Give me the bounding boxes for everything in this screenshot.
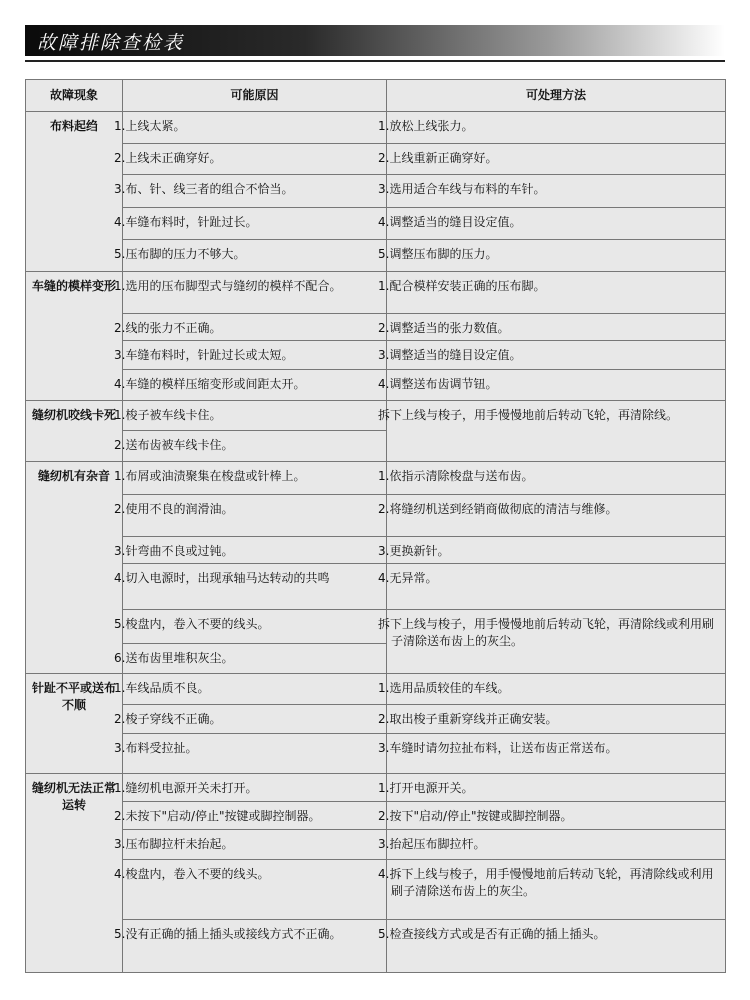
cause-cell: 2.使用不良的润滑油。 [123,495,387,537]
symptom-cell: 缝纫机咬线卡死 [26,401,123,462]
cause-cell: 3.布、针、线三者的组合不恰当。 [123,175,387,208]
cause-cell: 4.车缝的模样压缩变形或间距太开。 [123,370,387,401]
table-row [26,860,726,920]
cause-cell: 1.梭子被车线卡住。 [123,401,387,431]
cause-cell: 4.梭盘内，卷入不要的线头。 [123,860,387,920]
cause-cell: 5.压布脚的压力不够大。 [123,240,387,272]
table-row [26,830,726,860]
cause-cell: 4.车缝布料时，针趾过长。 [123,208,387,240]
table-row [26,112,726,144]
cause-cell: 3.车缝布料时，针趾过长或太短。 [123,341,387,370]
remedy-cell: 2.按下"启动/停止"按键或脚控制器。 [387,802,726,830]
table-row [26,610,726,644]
table-row [26,564,726,610]
troubleshooting-table [25,79,726,973]
table-row [26,537,726,564]
remedy-cell: 2.上线重新正确穿好。 [387,144,726,175]
cause-cell: 2.梭子穿线不正确。 [123,705,387,734]
table-header-row [26,80,726,112]
table-row [26,401,726,431]
remedy-cell: 1.放松上线张力。 [387,112,726,144]
cause-cell: 1.布屑或油渍聚集在梭盘或针棒上。 [123,462,387,495]
cause-cell: 3.压布脚拉杆未抬起。 [123,830,387,860]
remedy-cell: 4.调整适当的缝目设定值。 [387,208,726,240]
table-row [26,920,726,973]
table-row [26,674,726,705]
table-row [26,208,726,240]
remedy-cell: 5.检查接线方式或是否有正确的插上插头。 [387,920,726,973]
table-row [26,370,726,401]
remedy-cell: 3.抬起压布脚拉杆。 [387,830,726,860]
symptom-cell: 缝纫机有杂音 [26,462,123,674]
cause-cell: 5.没有正确的插上插头或接线方式不正确。 [123,920,387,973]
symptom-cell: 布料起绉 [26,112,123,272]
remedy-cell: 5.调整压布脚的压力。 [387,240,726,272]
cause-cell: 3.针弯曲不良或过钝。 [123,537,387,564]
remedy-cell: 4.调整送布齿调节钮。 [387,370,726,401]
symptom-cell: 车缝的模样变形 [26,272,123,401]
cause-cell: 1.选用的压布脚型式与缝纫的模样不配合。 [123,272,387,314]
remedy-cell: 1.选用品质较佳的车线。 [387,674,726,705]
remedy-cell: 2.取出梭子重新穿线并正确安装。 [387,705,726,734]
table-row [26,272,726,314]
title-banner [25,25,725,56]
remedy-cell: 3.调整适当的缝目设定值。 [387,341,726,370]
cause-cell: 3.布料受拉扯。 [123,734,387,774]
remedy-cell: 1.打开电源开关。 [387,774,726,802]
title-divider [25,60,725,62]
table-row [26,734,726,774]
table-row [26,144,726,175]
remedy-cell: 4.无异常。 [387,564,726,610]
cause-cell: 2.上线未正确穿好。 [123,144,387,175]
table-row [26,705,726,734]
table-row [26,462,726,495]
remedy-cell: 拆下上线与梭子，用手慢慢地前后转动飞轮，再清除线。 [387,401,726,462]
cause-cell: 2.未按下"启动/停止"按键或脚控制器。 [123,802,387,830]
cause-cell: 1.上线太紧。 [123,112,387,144]
cause-cell: 4.切入电源时，出现承轴马达转动的共鸣 [123,564,387,610]
header-symptom: 故障现象 [26,80,123,112]
remedy-cell: 4.拆下上线与梭子，用手慢慢地前后转动飞轮，再清除线或利用刷子清除送布齿上的灰尘。 [387,860,726,920]
symptom-cell: 针趾不平或送布不顺 [26,674,123,774]
cause-cell: 5.梭盘内，卷入不要的线头。 [123,610,387,644]
remedy-cell: 3.选用适合车线与布料的车针。 [387,175,726,208]
remedy-cell: 2.调整适当的张力数值。 [387,314,726,341]
remedy-cell: 2.将缝纫机送到经销商做彻底的清洁与维修。 [387,495,726,537]
symptom-cell: 缝纫机无法正常运转 [26,774,123,973]
cause-cell: 6.送布齿里堆积灰尘。 [123,644,387,674]
table-row [26,175,726,208]
table-row [26,314,726,341]
remedy-cell: 拆下上线与梭子，用手慢慢地前后转动飞轮，再清除线或利用刷子清除送布齿上的灰尘。 [387,610,726,674]
header-cause: 可能原因 [123,80,387,112]
table-row [26,802,726,830]
cause-cell: 2.送布齿被车线卡住。 [123,431,387,462]
remedy-cell: 3.更换新针。 [387,537,726,564]
page-title: 故障排除查检表 [37,32,185,54]
cause-cell: 2.线的张力不正确。 [123,314,387,341]
remedy-cell: 3.车缝时请勿拉扯布料，让送布齿正常送布。 [387,734,726,774]
table-row [26,495,726,537]
remedy-cell: 1.配合模样安装正确的压布脚。 [387,272,726,314]
cause-cell: 1.车线品质不良。 [123,674,387,705]
remedy-cell: 1.依指示清除梭盘与送布齿。 [387,462,726,495]
cause-cell: 1.缝纫机电源开关未打开。 [123,774,387,802]
header-remedy: 可处理方法 [387,80,726,112]
table-row [26,240,726,272]
table-row [26,341,726,370]
table-row [26,774,726,802]
